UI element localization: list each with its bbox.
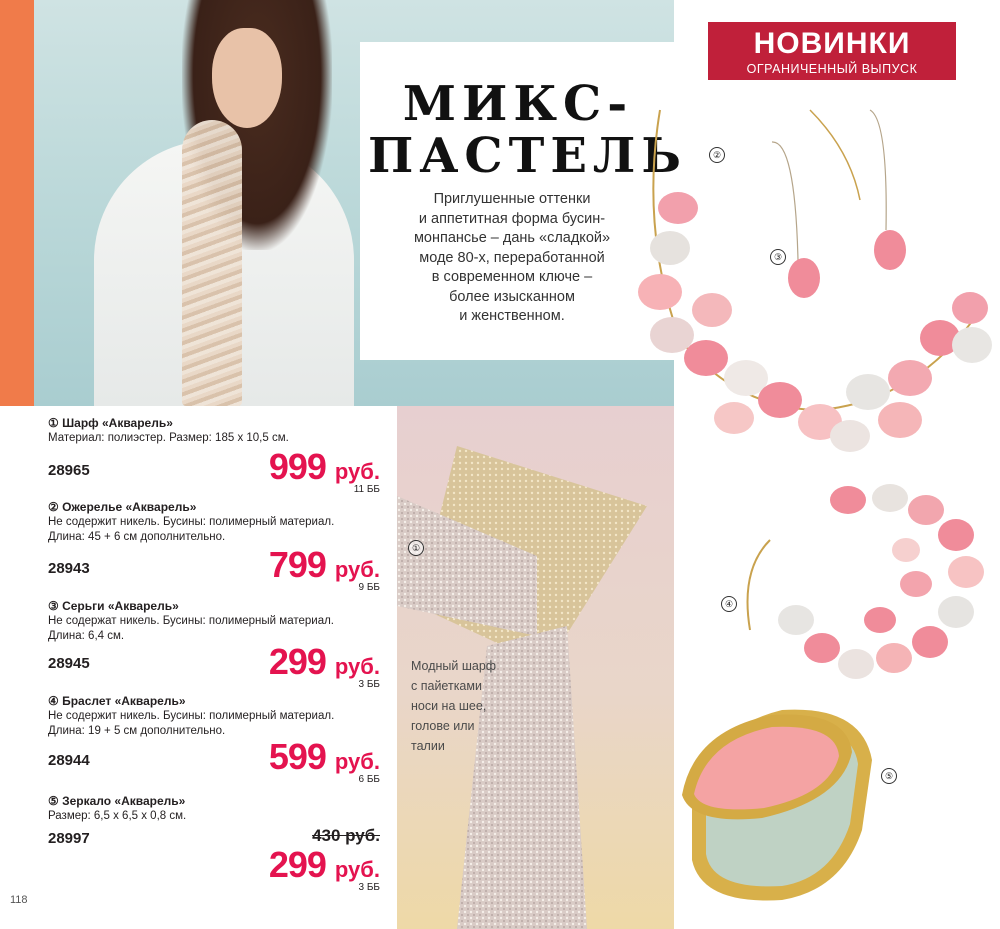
- product-name: ④ Браслет «Акварель»: [48, 694, 186, 708]
- product-bracelet: [48, 694, 388, 790]
- title-line-2: ПАСТЕЛЬ: [368, 128, 687, 184]
- product-price: [269, 446, 380, 488]
- product-code: 28943: [48, 560, 90, 577]
- marker-mirror: ⑤: [881, 768, 897, 784]
- marker-necklace: ②: [709, 147, 725, 163]
- product-name: ⑤ Зеркало «Акварель»: [48, 794, 186, 808]
- product-code: 28997: [48, 830, 90, 847]
- price-currency: руб.: [334, 749, 380, 774]
- product-points: 11 ББ: [353, 484, 380, 495]
- price-value: 299: [268, 844, 326, 885]
- product-name: ③ Серьги «Акварель»: [48, 599, 179, 613]
- badge-title: НОВИНКИ: [753, 27, 911, 60]
- product-description: Не содержит никель. Бусины: полимерный материал. Длина: 19 + 5 см дополнительно.: [48, 710, 335, 737]
- new-items-badge: [708, 22, 956, 80]
- scarf-caption: Модный шарф с пайетками носи на шее, голове или талии: [411, 659, 497, 753]
- product-price: [269, 544, 380, 586]
- mirror-image: [672, 690, 912, 910]
- marker-scarf: ①: [408, 540, 424, 556]
- necklace-earrings-image: [620, 80, 1000, 480]
- badge-subtitle: ОГРАНИЧЕННЫЙ ВЫПУСК: [746, 62, 918, 76]
- price-currency: руб.: [334, 857, 380, 882]
- product-name: ① Шарф «Акварель»: [48, 416, 173, 430]
- product-code: 28944: [48, 752, 90, 769]
- price-value: 599: [268, 736, 326, 777]
- price-currency: руб.: [334, 557, 380, 582]
- price-value: 999: [268, 446, 326, 487]
- product-description: Материал: полиэстер. Размер: 185 х 10,5 см.: [48, 432, 289, 444]
- product-code: 28945: [48, 655, 90, 672]
- product-necklace: [48, 500, 388, 596]
- product-earrings: [48, 599, 388, 695]
- model-face: [212, 28, 282, 128]
- product-points: 3 ББ: [358, 679, 380, 690]
- model-scarf: [182, 120, 242, 406]
- title-line-1: МИКС-: [402, 76, 634, 132]
- decorative-strip: [0, 0, 34, 406]
- price-currency: руб.: [334, 654, 380, 679]
- product-mirror: [48, 794, 388, 894]
- product-price: [269, 736, 380, 778]
- product-description: Размер: 6,5 х 6,5 х 0,8 см.: [48, 810, 187, 822]
- page-number: 118: [10, 894, 28, 906]
- product-description: Не содержит никель. Бусины: полимерный материал. Длина: 45 + 6 см дополнительно.: [48, 516, 335, 543]
- product-points: 3 ББ: [358, 882, 380, 893]
- intro-text: Приглушенные оттенки и аппетитная форма бусин- монпансье – дань «сладкой» моде 80-х, переработанной в современном ключе – более изысканном и женственном.: [413, 191, 611, 324]
- product-points: 9 ББ: [358, 582, 380, 593]
- price-value: 299: [268, 641, 326, 682]
- marker-bracelet: ④: [721, 596, 737, 612]
- product-old-price: 430 руб.: [312, 826, 380, 845]
- product-price: [269, 844, 380, 886]
- product-description: Не содержат никель. Бусины: полимерный материал. Длина: 6,4 см.: [48, 615, 334, 642]
- price-currency: руб.: [334, 459, 380, 484]
- product-scarf: [48, 416, 388, 496]
- product-code: 28965: [48, 462, 90, 479]
- product-price: [269, 641, 380, 683]
- price-value: 799: [268, 544, 326, 585]
- product-name: ② Ожерелье «Акварель»: [48, 500, 197, 514]
- product-points: 6 ББ: [358, 774, 380, 785]
- marker-earrings: ③: [770, 249, 786, 265]
- bracelet-image: [730, 480, 1000, 700]
